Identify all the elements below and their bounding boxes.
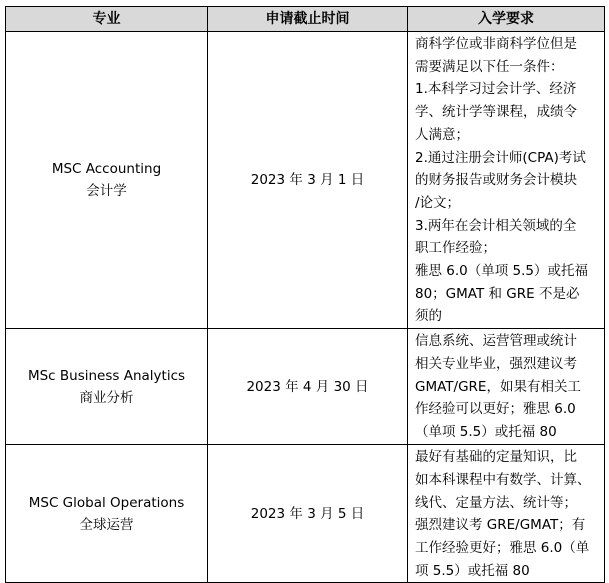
deadline-cell: 2023 年 3 月 1 日 <box>208 32 408 329</box>
requirement-line: 学、统计学等课程，成绩令 <box>415 104 577 121</box>
header-requirements: 入学要求 <box>408 7 605 32</box>
requirements-cell <box>408 32 605 329</box>
requirements-table <box>5 6 605 583</box>
requirement-line: 需要满足以下任一条件： <box>415 58 564 75</box>
requirements-cell <box>408 445 605 583</box>
requirement-line: 作经验可以更好；雅思 6.0 <box>415 401 576 418</box>
deadline-cell: 2023 年 4 月 30 日 <box>208 329 408 445</box>
requirements-cell <box>408 329 605 445</box>
program-name-en: MSC Accounting <box>51 161 162 178</box>
requirement-line: 须的 <box>415 308 442 325</box>
requirement-line: 工作经验更好；雅思 6.0（单 <box>415 539 590 556</box>
deadline-cell: 2023 年 3 月 5 日 <box>208 445 408 583</box>
requirement-line: 职工作经验； <box>415 240 496 257</box>
header-program: 专业 <box>6 7 208 32</box>
program-name-en: MSc Business Analytics <box>27 367 186 384</box>
program-name-cn: 会计学 <box>86 183 127 200</box>
requirement-line: 如本科课程中有数学、计算、 <box>415 471 591 488</box>
header-deadline: 申请截止时间 <box>208 7 408 32</box>
requirement-line: 线代、定量方法、统计等； <box>415 494 577 511</box>
table-row <box>6 32 605 329</box>
program-name-cn: 商业分析 <box>79 389 134 406</box>
requirement-line: 强烈建议考 GRE/GMAT；有 <box>415 517 586 534</box>
program-cell <box>6 445 208 583</box>
requirement-line: 的财务报告或财务会计模块 <box>415 172 577 189</box>
requirement-line: 最好有基础的定量知识，比 <box>415 449 577 466</box>
requirement-line: 雅思 6.0（单项 5.5）或托福 <box>415 263 589 280</box>
requirement-line: 人满意； <box>415 126 469 143</box>
program-name-cn: 全球运营 <box>79 516 134 533</box>
requirement-line: 80；GMAT 和 GRE 不是必 <box>415 285 580 302</box>
requirement-line: （单项 5.5）或托福 80 <box>415 423 557 440</box>
requirement-line: 1.本科学习过会计学、经济 <box>415 81 577 98</box>
table-row <box>6 445 605 583</box>
requirement-line: 项 5.5）或托福 80 <box>415 562 530 579</box>
program-name-en: MSC Global Operations <box>28 494 185 511</box>
program-cell <box>6 32 208 329</box>
requirement-line: 2.通过注册会计师(CPA)考试 <box>415 149 586 166</box>
requirement-line: 商科学位或非商科学位但是 <box>415 36 577 52</box>
requirement-line: 信息系统、运营管理或统计 <box>415 333 577 350</box>
header-row <box>6 7 605 32</box>
table-row <box>6 329 605 445</box>
program-cell <box>6 329 208 445</box>
requirement-line: GMAT/GRE，如果有相关工 <box>415 378 581 395</box>
requirement-line: 相关专业毕业，强烈建议考 <box>415 355 577 372</box>
requirement-line: 3.两年在会计相关领域的全 <box>415 217 577 234</box>
requirement-line: /论文； <box>415 194 461 211</box>
